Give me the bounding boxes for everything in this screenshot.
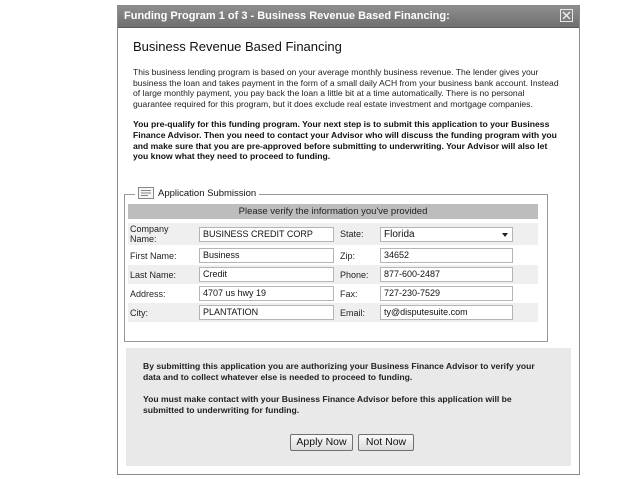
state-selected-value: Florida	[384, 229, 415, 240]
address-field[interactable]: 4707 us hwy 19	[199, 286, 334, 301]
email-field[interactable]: ty@disputesuite.com	[380, 305, 513, 320]
dialog-title: Funding Program 1 of 3 - Business Revenue Based Financing:	[124, 10, 450, 22]
state-select[interactable]	[380, 227, 513, 242]
state-label: State:	[340, 229, 364, 239]
form-row-city	[128, 303, 538, 322]
phone-field[interactable]: 877-600-2487	[380, 267, 513, 282]
submission-footer	[126, 348, 571, 466]
company-name-field[interactable]: BUSINESS CREDIT CORP	[199, 227, 334, 242]
city-label: City:	[130, 308, 148, 318]
form-row-company	[128, 223, 538, 245]
application-legend-label: Application Submission	[158, 187, 257, 199]
contact-notice: You must make contact with your Business Finance Advisor before this application will be submitted to underwriting for funding.	[143, 394, 512, 415]
fax-label: Fax:	[340, 289, 358, 299]
address-label: Address:	[130, 289, 166, 299]
apply-now-button[interactable]: Apply Now	[290, 434, 353, 451]
zip-field[interactable]: 34652	[380, 248, 513, 263]
authorization-notice: By submitting this application you are authorizing your Business Finance Advisor to verify your data and to collect whatever else is needed to proceed to funding.	[143, 361, 535, 382]
phone-label: Phone:	[340, 270, 369, 280]
form-row-first-name	[128, 246, 538, 265]
form-row-last-name	[128, 265, 538, 284]
fax-field[interactable]: 727-230-7529	[380, 286, 513, 301]
not-now-button[interactable]: Not Now	[358, 434, 414, 451]
last-name-label: Last Name:	[130, 270, 177, 280]
close-icon[interactable]	[560, 9, 573, 22]
program-heading: Business Revenue Based Financing	[133, 39, 342, 54]
chevron-down-icon	[502, 233, 508, 237]
zip-label: Zip:	[340, 251, 356, 261]
form-icon	[138, 187, 154, 199]
dialog-titlebar	[118, 6, 579, 28]
form-row-address	[128, 284, 538, 303]
prequalify-notice: You pre-qualify for this funding program. Your next step is to submit this application to your Business Finance Advisor. Then you need to contact your Advisor who will discuss the funding program with you and make sure that you are pre-approved before submitting to underwriting. Your Advisor will also let you know what they need to proceed to funding.	[133, 119, 557, 162]
application-legend	[135, 187, 259, 199]
company-name-label: Company Name:	[130, 224, 169, 244]
first-name-label: First Name:	[130, 251, 177, 261]
program-description: This business lending program is based on your average monthly business revenue. The lender gives your business the loan and takes payment in the form of a small daily ACH from your business bank account. Instead of large monthly payment, you pay back the loan a little bit at a time automatically. There is no personal guarantee required for this program, but it does exclude real estate investment and mortgage companies.	[133, 67, 559, 109]
verify-banner: Please verify the information you've provided	[128, 204, 538, 219]
email-label: Email:	[340, 308, 366, 318]
first-name-field[interactable]: Business	[199, 248, 334, 263]
city-field[interactable]: PLANTATION	[199, 305, 334, 320]
funding-program-dialog	[117, 5, 580, 475]
last-name-field[interactable]: Credit	[199, 267, 334, 282]
application-submission-group	[124, 187, 548, 342]
dialog-content	[133, 39, 563, 162]
